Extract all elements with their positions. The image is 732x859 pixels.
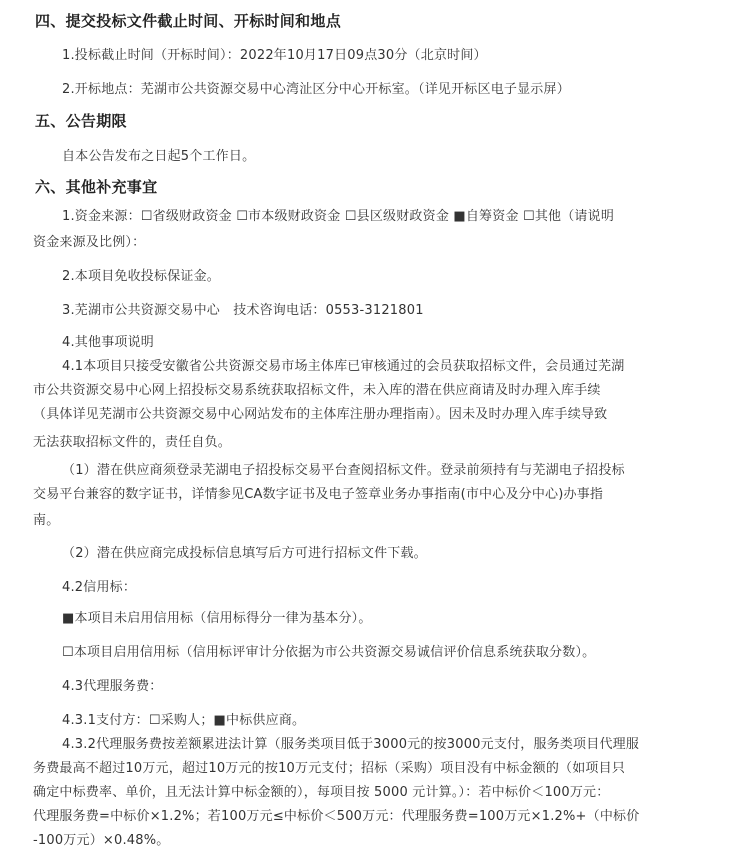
fee-calc-line-4: 代理服务费=中标价×1.2%；若100万元≤中标价＜500万元：代理服务费=100万元×1.2%+（中标价 bbox=[33, 809, 640, 824]
section-6-heading: 六、其他补充事宜 bbox=[35, 178, 158, 196]
section-5-heading: 五、公告期限 bbox=[35, 112, 127, 130]
funding-source-line-2: 资金来源及比例）： bbox=[33, 235, 146, 250]
clause-4-1-line-1: 4.1本项目只接受安徽省公共资源交易市场主体库已审核通过的会员获取招标文件，会员通过芜湖 bbox=[62, 359, 625, 374]
sub-item-1-line-1: （1）潜在供应商须登录芜湖电子招投标交易平台查阅招标文件。登录前须持有与芜湖电子招投标 bbox=[62, 463, 625, 478]
sub-item-1-line-3: 南。 bbox=[33, 513, 60, 528]
fee-calc-line-1: 4.3.2代理服务费按差额累进法计算（服务类项目低于3000元的按3000元支付，服务类项目代理服 bbox=[62, 737, 640, 752]
credit-bid-title: 4.2信用标： bbox=[62, 580, 137, 595]
section-4-heading: 四、提交投标文件截止时间、开标时间和地点 bbox=[35, 12, 342, 30]
clause-4-1-line-4: 无法获取招标文件的，责任自负。 bbox=[33, 435, 232, 450]
sub-item-1-line-2: 交易平台兼容的数字证书，详情参见CA数字证书及电子签章业务办事指南(市中心及分中心)办事指 bbox=[33, 487, 604, 502]
tech-contact-text: 3.芜湖市公共资源交易中心 技术咨询电话：0553-3121801 bbox=[62, 303, 424, 318]
fee-calc-line-5: -100万元）×0.48%。 bbox=[33, 833, 170, 848]
fee-calc-line-3: 确定中标费率、单价，且无法计算中标金额的），每项目按 5000 元计算。）：若中标价＜100万元： bbox=[33, 785, 610, 800]
agency-fee-title: 4.3代理服务费： bbox=[62, 679, 163, 694]
notice-period-text: 自本公告发布之日起5个工作日。 bbox=[62, 149, 256, 164]
bid-deadline-item: 1.投标截止时间（开标时间）：2022年10月17日09点30分（北京时间） bbox=[62, 48, 487, 63]
clause-4-1-line-3: （具体详见芜湖市公共资源交易中心网站发布的主体库注册办理指南）。因未及时办理入库手续导致 bbox=[33, 407, 608, 422]
credit-bid-option-enabled: ☐本项目启用信用标（信用标评审计分依据为市公共资源交易诚信评价信息系统获取分数）。 bbox=[62, 645, 596, 660]
funding-source-line-1: 1.资金来源：☐省级财政资金 ☐市本级财政资金 ☐县区级财政资金 ■自筹资金 ☐其他（请说明 bbox=[62, 209, 615, 224]
clause-4-1-line-2: 市公共资源交易中心网上招投标交易系统获取招标文件，未入库的潜在供应商请及时办理入库手续 bbox=[33, 383, 601, 398]
deposit-waiver-text: 2.本项目免收投标保证金。 bbox=[62, 269, 221, 284]
fee-payer-text: 4.3.1支付方：☐采购人；■中标供应商。 bbox=[62, 713, 306, 728]
credit-bid-option-disabled: ■本项目未启用信用标（信用标得分一律为基本分）。 bbox=[62, 611, 372, 626]
fee-calc-line-2: 务费最高不超过10万元，超过10万元的按10万元支付；招标（采购）项目没有中标金额的（如项目只 bbox=[33, 761, 626, 776]
bid-opening-location-item: 2.开标地点：芜湖市公共资源交易中心湾沚区分中心开标室。（详见开标区电子显示屏） bbox=[62, 82, 570, 97]
sub-item-2: （2）潜在供应商完成投标信息填写后方可进行招标文件下载。 bbox=[62, 546, 427, 561]
other-matters-title: 4.其他事项说明 bbox=[62, 335, 155, 350]
